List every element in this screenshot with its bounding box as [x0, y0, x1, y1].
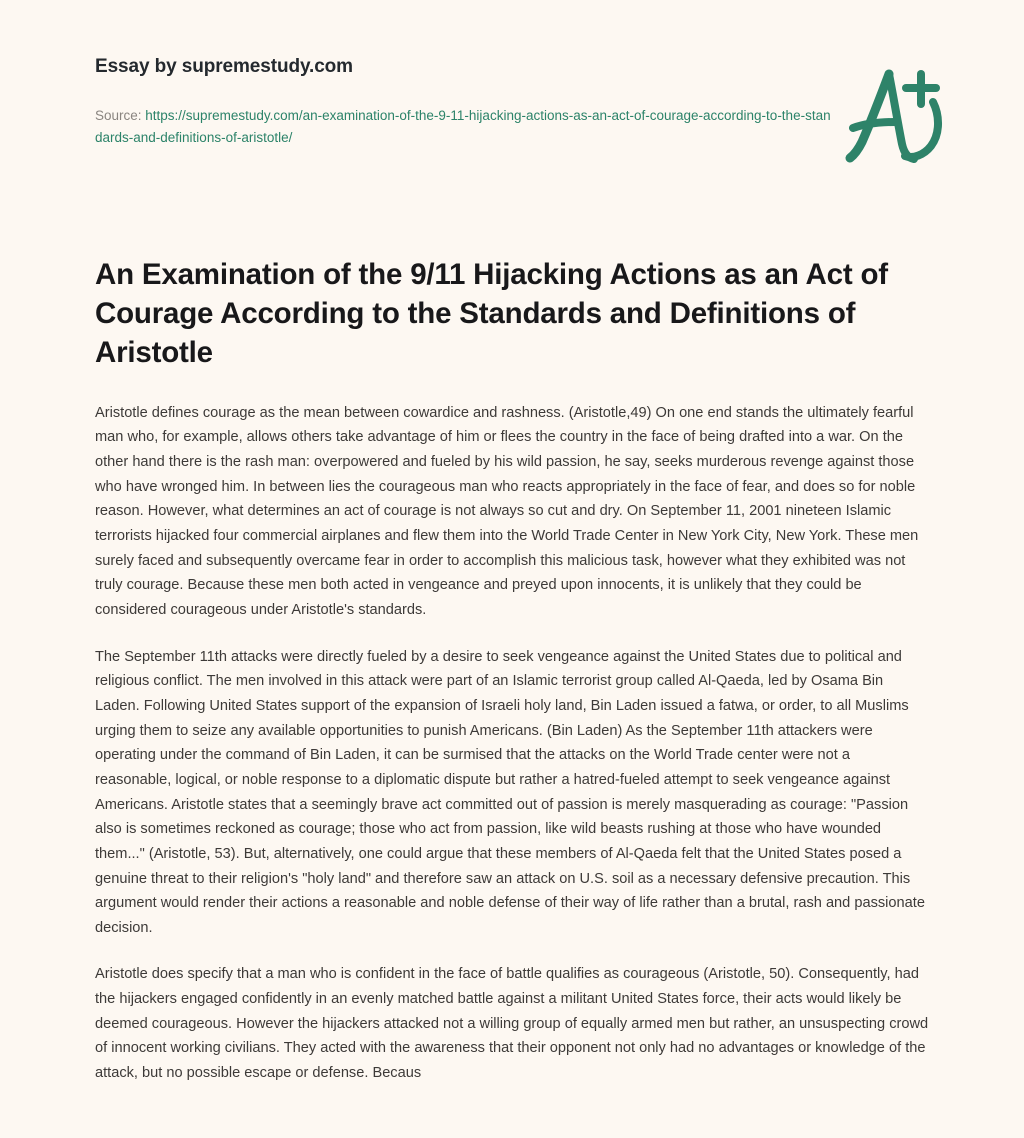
source-line [95, 105, 835, 149]
essay-body [95, 401, 930, 1086]
body-paragraph: The September 11th attacks were directly fueled by a desire to seek vengeance against the United States due to political and religious conflict. The men involved in this attack were part of an Islamic terrorist group called Al-Qaeda, led by Osama Bin Laden. Following United States support of the expansion of Israeli holy land, Bin Laden issued a fatwa, or order, to all Muslims urging them to seize any available opportunities to punish Americans. (Bin Laden) As the September 11th attackers were operating under the command of Bin Laden, it can be surmised that the attacks on the World Trade center were not a reasonable, logical, or noble response to a diplomatic dispute but rather a hatred-fueled attempt to seek vengeance against Americans. Aristotle states that a seemingly brave act committed out of passion is merely masquerading as courage: "Passion also is sometimes reckoned as courage; those who act from passion, like wild beasts rushing at those who have wounded them..." (Aristotle, 53). But, alternatively, one could argue that these members of Al-Qaeda felt that the United States posed a genuine threat to their religion's "holy land" and therefore saw an attack on U.S. soil as a necessary defensive precaution. This argument would render their actions a reasonable and noble defense of their way of life rather than a brutal, rash and passionate decision. [95, 648, 925, 936]
source-url-link[interactable]: https://supremestudy.com/an-examination-of-the-9-11-hijacking-actions-as-an-act-of-courage-according-to-the-standards-and-definitions-of-aristotle/ [95, 107, 831, 145]
a-plus-logo-glyph [830, 62, 950, 166]
page-title: An Examination of the 9/11 Hijacking Actions as an Act of Courage According to the Standards and Definitions of Aristotle [95, 258, 888, 370]
brand-byline: Essay by supremestudy.com [95, 56, 353, 77]
a-plus-logo-icon [830, 62, 950, 166]
source-label: Source: [95, 107, 146, 123]
body-paragraph: Aristotle does specify that a man who is confident in the face of battle qualifies as courageous (Aristotle, 50). Consequently, had the hijackers engaged confidently in an evenly matched battle against a militant United States force, their acts would likely be deemed courageous. However the hijackers attacked not a willing group of equally armed men but rather, an unsuspecting crowd of innocent working civilians. They acted with the awareness that their opponent not only had no advantages or knowledge of the attack, but no possible escape or defense. Becaus [95, 966, 929, 1082]
body-paragraph: Aristotle defines courage as the mean between cowardice and rashness. (Aristotle,49) On one end stands the ultimately fearful man who, for example, allows others take advantage of him or flees the country in the face of being drafted into a war. On the other hand there is the rash man: overpowered and fueled by his wild passion, he say, seeks murderous revenge against those who have wronged him. In between lies the courageous man who reacts appropriately in the face of fear, and does so for noble reason. However, what determines an act of courage is not always so cut and dry. On September 11, 2001 nineteen Islamic terrorists hijacked four commercial airplanes and flew them into the World Trade Center in New York City, New York. These men surely faced and subsequently overcame fear in order to accomplish this malicious task, however what they exhibited was not truly courage. Because these men both acted in vengeance and preyed upon innocents, it is unlikely that they could be considered courageous under Aristotle's standards. [95, 404, 919, 618]
document-header [0, 0, 1024, 185]
